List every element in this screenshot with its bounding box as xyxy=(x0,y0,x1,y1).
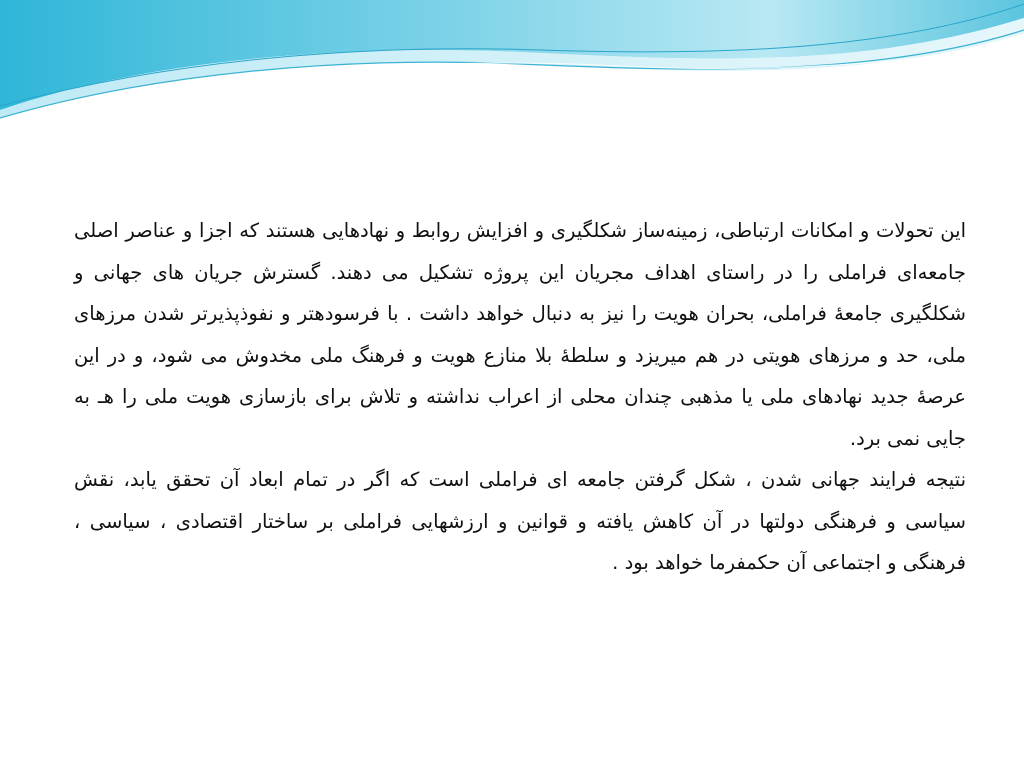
wave-header-decoration xyxy=(0,0,1024,130)
paragraph-2: نتیجه فرایند جهانی شدن ، شکل گرفتن جامعه ای فراملی است که اگر در تمام ابعاد آن تحقق یابد، نقش سیاسی و فرهنگی دولتها در آن کاهش یافته و قوانین و ارزشهایی فراملی بر ساختار اقتصادی ، سیاسی ، فرهنگی و اجتماعی آن حکمفرما خواهد بود . xyxy=(74,468,966,574)
body-text xyxy=(74,210,966,584)
paragraph-1: این تحولات و امکانات ارتباطی، زمینه‌ساز شکلگیری و افزایش روابط و نهادهایی هستند که اجزا و عناصر اصلی جامعه‌ای فراملی را در راستای اهداف مجریان این پروژه تشکیل می دهند. گسترش جریان های جهانی و شکلگیری جامعهٔ فراملی، بحران هویت را نیز به دنبال خواهد داشت . با فرسودهتر و نفوذپذیرتر شدن مرزهای ملی، حد و مرزهای هویتی در هم میریزد و سلطهٔ بلا منازع هویت و فرهنگ ملی مخدوش می شود، و در این عرصهٔ جدید نهادهای ملی یا مذهبی چندان محلی از اعراب نداشته و تلاش برای بازسازی هویت ملی را هـ به جایی نمی برد. xyxy=(74,219,966,450)
